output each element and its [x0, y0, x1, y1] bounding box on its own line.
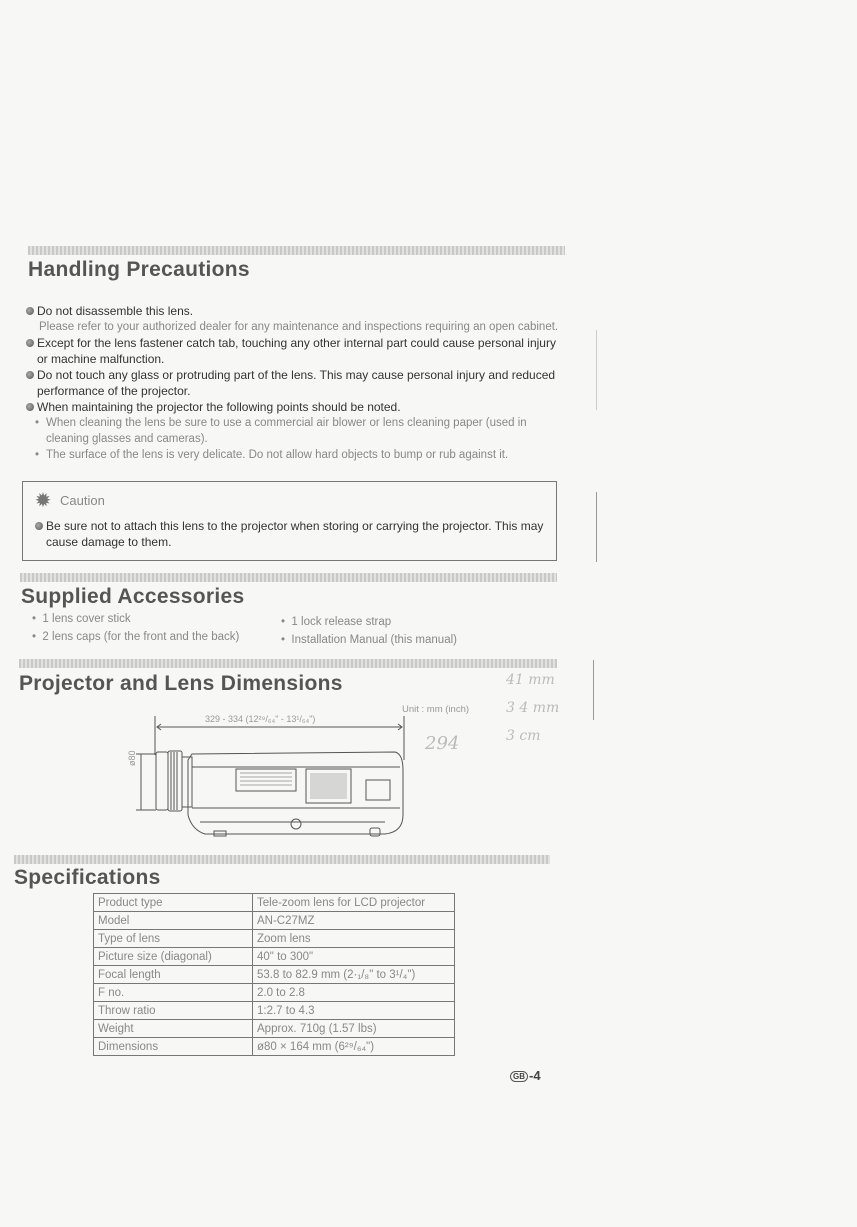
handling-subitem: • The surface of the lens is very delicate. Do not allow hard objects to bump or rub against it. — [35, 449, 509, 461]
spec-value: 40" to 300" — [253, 948, 455, 966]
length-dimension-label: 329 - 334 (12²⁹/₆₄" - 13¹/₆₄") — [205, 714, 316, 724]
spec-label: Type of lens — [94, 930, 253, 948]
spec-row — [94, 1038, 455, 1056]
diameter-label: ø80 — [127, 750, 137, 766]
section-divider — [14, 855, 550, 864]
spec-label: Weight — [94, 1020, 253, 1038]
spec-value: Zoom lens — [253, 930, 455, 948]
handling-subitem-text: When cleaning the lens be sure to use a commercial air blower or lens cleaning paper (used in cleaning glasses and cameras). — [46, 417, 527, 445]
gb-badge: GB — [510, 1071, 528, 1082]
handwritten-note: 3 cm — [506, 728, 541, 744]
spec-row — [94, 984, 455, 1002]
caution-burst-icon: ✹ — [34, 489, 52, 512]
spec-row — [94, 930, 455, 948]
spec-row — [94, 966, 455, 984]
spec-value: 53.8 to 82.9 mm (2·₁/₈" to 3¹/₄") — [253, 966, 455, 984]
unit-label: Unit : mm (inch) — [402, 704, 470, 715]
spec-label: Picture size (diagonal) — [94, 948, 253, 966]
spec-value: Approx. 710g (1.57 lbs) — [253, 1020, 455, 1038]
spec-value: 2.0 to 2.8 — [253, 984, 455, 1002]
spec-value: 1:2.7 to 4.3 — [253, 1002, 455, 1020]
specifications-title: Specifications — [14, 866, 161, 889]
handwritten-note: 3 4 mm — [506, 700, 560, 716]
spec-value: AN-C27MZ — [253, 912, 455, 930]
spec-row — [94, 912, 455, 930]
handling-item-head: Except for the lens fastener catch tab, touching any other internal part could cause personal injury or machine malfunction. — [37, 336, 556, 366]
spec-label: Focal length — [94, 966, 253, 984]
caution-label: Caution — [60, 493, 105, 508]
handling-item-head: When maintaining the projector the following points should be noted. — [37, 400, 401, 414]
handling-subitem-text: The surface of the lens is very delicate. Do not allow hard objects to bump or rub against it. — [46, 449, 509, 461]
spec-label: Product type — [94, 894, 253, 912]
accessories-title: Supplied Accessories — [21, 585, 245, 608]
spec-label: Throw ratio — [94, 1002, 253, 1020]
spec-row — [94, 948, 455, 966]
page-number: GB -4 — [510, 1068, 541, 1083]
accessory-item: • 2 lens caps (for the front and the back) — [32, 631, 240, 643]
scan-edge-line — [596, 330, 597, 410]
spec-value: ø80 × 164 mm (6²⁹/₆₄") — [253, 1038, 455, 1056]
accessory-item: • Installation Manual (this manual) — [281, 634, 457, 646]
handling-item-body: Please refer to your authorized dealer for any maintenance and inspections requiring an open cabinet. — [39, 321, 559, 333]
accessory-item: • 1 lens cover stick — [32, 613, 131, 625]
spec-row — [94, 1020, 455, 1038]
handwritten-note: 41 mm — [506, 672, 555, 688]
spec-label: Model — [94, 912, 253, 930]
spec-row — [94, 894, 455, 912]
accessory-item: • 1 lock release strap — [281, 616, 392, 628]
scan-edge-line — [596, 492, 597, 562]
handling-title: Handling Precautions — [28, 258, 250, 281]
handwritten-note: 294 — [425, 733, 460, 754]
handling-subitem: • When cleaning the lens be sure to use a commercial air blower or lens cleaning paper (used in cleaning glasses and cameras). — [35, 417, 527, 445]
scan-edge-line — [593, 660, 594, 720]
spec-label: Dimensions — [94, 1038, 253, 1056]
dimensions-title: Projector and Lens Dimensions — [19, 672, 343, 695]
handling-item-head: Do not touch any glass or protruding part of the lens. This may cause personal injury and reduced performance of the projector. — [37, 368, 556, 398]
handling-item-head: Do not disassemble this lens. — [37, 304, 194, 318]
spec-value: Tele-zoom lens for LCD projector — [253, 894, 455, 912]
specifications-table — [93, 893, 455, 1056]
caution-text: Be sure not to attach this lens to the projector when storing or carrying the projector. This may cause damage to them. — [35, 518, 556, 550]
spec-label: F no. — [94, 984, 253, 1002]
spec-row — [94, 1002, 455, 1020]
